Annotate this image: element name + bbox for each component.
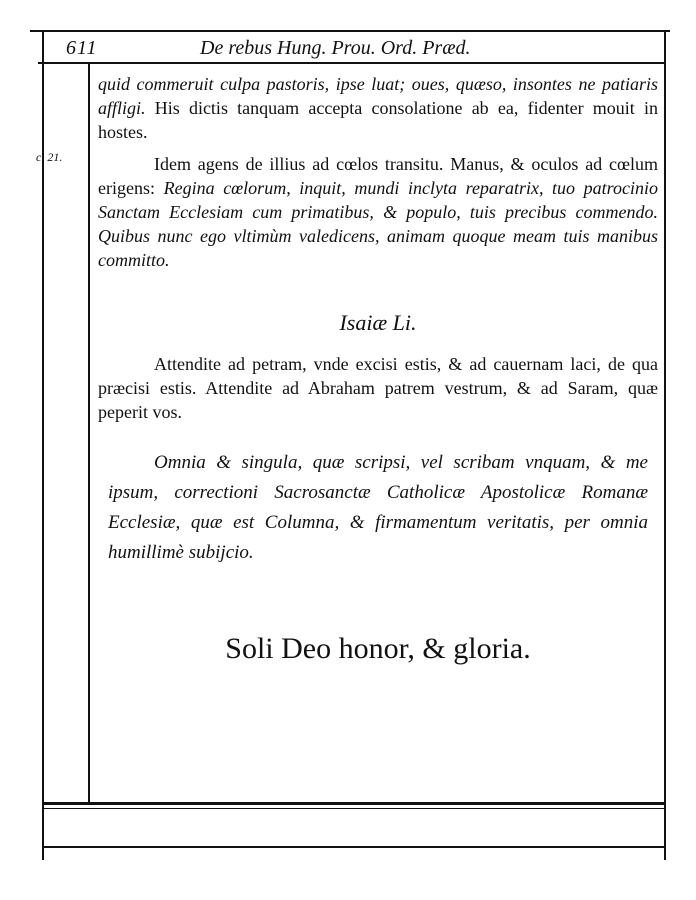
text-block-2 (98, 352, 658, 424)
paragraph-3 (98, 352, 658, 424)
closing-block (98, 632, 658, 666)
paragraph-3-text: Attendite ad petram, vnde excisi estis, & ad cauernam laci, de qua præcisi estis. Attendite ad Abraham patrem vestrum, & ad Saram, quæ peperit vos. (98, 354, 658, 422)
page-number: 611 (66, 37, 98, 59)
right-border-line (664, 30, 666, 860)
paragraph-1 (98, 72, 658, 144)
header-rule (38, 62, 666, 64)
bottom-rule-1 (44, 802, 666, 805)
margin-note: c. 21. (36, 150, 63, 164)
paragraph-2-italic-b: Quibus nunc ego vltimùm valedicens, animam quoque meam tuis manibus committo. (98, 226, 658, 270)
closing-line: Soli Deo honor, & gloria. (225, 632, 531, 665)
submission-text: Omnia & singula, quæ scripsi, vel scribam vnquam, & me ipsum, correctioni Sacrosanctæ Catholicæ Apostolicæ Romanæ Ecclesiæ, quæ est Columna, & firmamentum veritatis, per omnia humillimè subijcio. (108, 452, 648, 563)
text-block-1 (98, 72, 658, 272)
submission-paragraph (108, 448, 648, 568)
paragraph-2-roman: Idem agens de illius ad cœlos transitu. Manus, & oculos ad cœlum erigens: (98, 154, 658, 198)
paragraph-2 (98, 152, 658, 272)
bottom-rule-3 (44, 846, 666, 848)
bottom-rule-2 (44, 808, 666, 809)
section-heading: Isaiæ Li. (339, 310, 417, 335)
text-block-3 (108, 448, 648, 568)
paragraph-1-roman: His dictis tanquam accepta consolatione ab ea, fidenter mouit in hostes. (98, 98, 658, 142)
paragraph-1-italic: quid commeruit culpa pastoris, ipse luat; oues, quæso, insontes ne patiaris affligi. (98, 74, 658, 118)
top-rule (30, 30, 670, 32)
paragraph-2-italic-a: Regina cœlorum, inquit, mundi inclyta reparatrix, tuo patrocinio Sanctam Ecclesiam cum primatibus, & populo, tuis precibus commendo. (98, 178, 658, 222)
section-heading-block (98, 310, 658, 336)
running-title: De rebus Hung. Prou. Ord. Præd. (200, 37, 471, 59)
inner-column-line (88, 62, 90, 802)
